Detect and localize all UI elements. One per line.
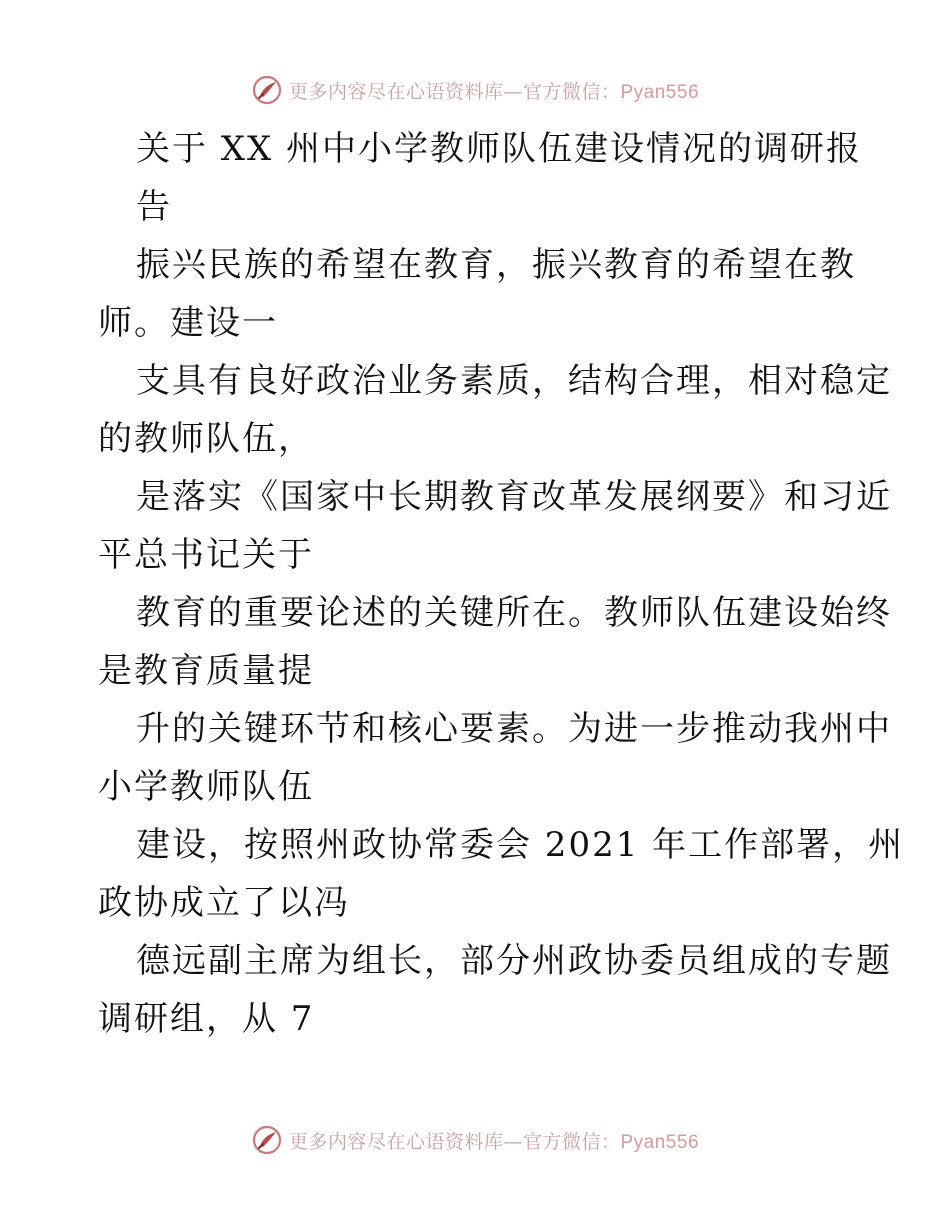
document-line: 调研组，从 7 [98, 999, 315, 1039]
document-line: 是教育质量提 [98, 651, 314, 691]
footer-banner [0, 1122, 950, 1158]
document-line: 支具有良好政治业务素质，结构合理，相对稳定 [136, 361, 892, 401]
document-line: 政协成立了以冯 [98, 883, 350, 923]
document-line: 小学教师队伍 [98, 767, 314, 807]
document-line: 关于 XX 州中小学教师队伍建设情况的调研报 [136, 129, 863, 169]
banner-text-main: 更多内容尽在心语资料库—官方微信： [288, 80, 621, 103]
ink-brush-logo-icon [251, 1124, 283, 1156]
document-line: 的教师队伍， [98, 419, 314, 459]
document-body [98, 120, 905, 1048]
document-line: 告 [136, 187, 172, 227]
document-line: 建设，按照州政协常委会 2021 年工作部署，州 [136, 825, 905, 865]
document-line: 振兴民族的希望在教育，振兴教育的希望在教 [136, 245, 856, 285]
wechat-account: Pyan556 [620, 1131, 700, 1153]
ink-brush-logo-icon [251, 74, 283, 106]
banner-text [289, 1127, 699, 1154]
document-line: 升的关键环节和核心要素。为进一步推动我州中 [136, 709, 892, 749]
wechat-account: Pyan556 [620, 81, 700, 103]
banner-text [289, 77, 699, 104]
header-banner [0, 72, 950, 108]
banner-text-main: 更多内容尽在心语资料库—官方微信： [288, 1130, 621, 1153]
document-line: 平总书记关于 [98, 535, 314, 575]
document-line: 是落实《国家中长期教育改革发展纲要》和习近 [136, 477, 892, 517]
document-line: 德远副主席为组长，部分州政协委员组成的专题 [136, 941, 892, 981]
document-line: 教育的重要论述的关键所在。教师队伍建设始终 [136, 593, 892, 633]
document-line: 师。建设一 [98, 303, 278, 343]
